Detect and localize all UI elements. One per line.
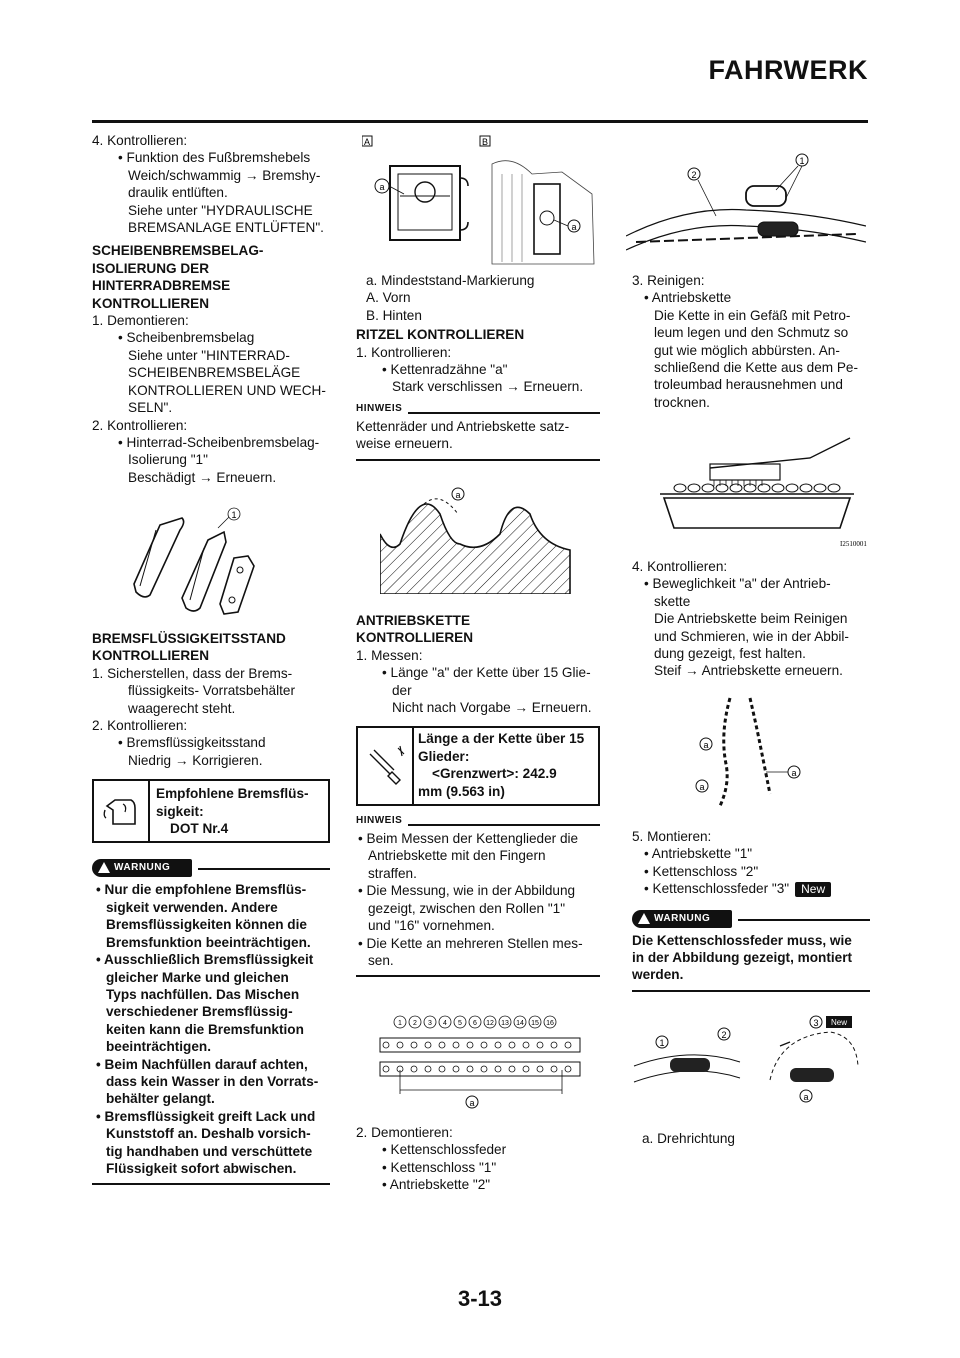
bullet: • Antriebskette "1" [644,846,753,862]
note-label: HINWEIS [356,812,408,829]
bullet: • Kettenschloss "2" [644,863,759,879]
figure-legend: a. Drehrichtung [642,1131,735,1146]
spec-value: mm (9.563 in) [418,783,505,799]
roller-number: 16 [546,1020,554,1027]
roller-number: 12 [486,1020,494,1027]
chain-link [772,484,784,492]
text-line: Die Kette in ein Gefäß mit Petro- [654,307,851,323]
text-line: gut wie möglich abbürsten. An- [654,342,840,358]
column-3-middle [632,558,870,680]
note-text: weise erneuern. [356,436,453,452]
note-text: Kettenräder und Antriebskette satz- [356,418,570,434]
figure-legend: A. Vorn [366,290,411,306]
chain-measurement-figure [372,1010,592,1110]
chain-flex-figure [690,694,810,814]
warning-header [92,857,330,881]
section-heading: ANTRIEBSKETTE [356,613,471,628]
section-heading: RITZEL KONTROLLIEREN [356,327,525,343]
sprocket-tooth-figure [380,484,580,594]
chain-roller [537,1042,543,1048]
note-box [356,815,600,977]
text-line: SELN". [128,400,173,416]
text-line: leum legen und den Schmutz so [654,325,849,341]
chain-roller [495,1042,501,1048]
text-line: Siehe unter "HYDRAULISCHE [128,202,313,218]
page-number: 3-13 [457,1286,503,1311]
bullet: • Kettenschlossfeder [382,1142,507,1158]
text-line: behälter gelangt. [106,1091,215,1107]
warning-label: WARNUNG [654,912,711,924]
chain-link [702,484,714,492]
text-line: Kunststoff an. Deshalb vorsich- [106,1126,311,1142]
figure-callout: a [469,1098,475,1108]
text-line: dung gezeigt, fest halten. [654,646,806,662]
new-badge: New [795,882,831,897]
text-line: Flüssigkeit sofort abwischen. [106,1160,297,1176]
chain-roller [495,1066,501,1072]
figure-callout: a [455,490,461,500]
bullet: • Kettenschloss "1" [382,1159,497,1175]
figure-callout: a [703,740,709,750]
bullet: • Kettenschlossfeder "3" [644,881,790,897]
bullet: • Scheibenbremsbelag [118,330,255,346]
chain-link [758,484,770,492]
roller-number: 14 [516,1020,524,1027]
column-2-chain [356,612,600,977]
text-line: sigkeit verwenden. Andere [106,899,278,915]
warning-header [632,908,870,932]
chain-roller [481,1042,487,1048]
header-rule [92,120,868,123]
column-1 [92,132,330,486]
warning-icon [98,862,110,873]
note-text: sen. [368,952,394,968]
section-heading: ISOLIERUNG DER [92,260,210,276]
figure-callout: 3 [813,1018,819,1028]
column-3 [632,272,870,411]
bullet: • Hinterrad-Scheibenbremsbelag- [118,434,320,450]
chain-roller [551,1066,557,1072]
text-line: Bremsfunktion beeinträchtigen. [106,934,311,950]
note-bullet: • Die Messung, wie in der Abbildung [358,883,576,899]
note-box [356,402,600,461]
text-line: skette [654,593,691,609]
figure-callout: a [571,222,577,232]
chain-link [786,484,798,492]
chain-roller [453,1066,459,1072]
spec-value: DOT Nr.4 [170,821,229,837]
chain-roller [383,1042,389,1048]
chain-link [814,484,826,492]
step-text: 2. Demontieren: [356,1125,453,1140]
text-line: Beschädigt → Erneuern. [128,469,277,485]
text-line: der [392,682,412,698]
chain-roller [439,1042,445,1048]
chain-roller [565,1042,571,1048]
figure-callout: 1 [659,1038,665,1048]
warning-bullet: • Nur die empfohlene Bremsflüs- [96,882,307,898]
step-text: 2. Kontrollieren: [92,417,188,433]
figure-callout: 1 [231,510,237,520]
column-3-legend [642,1130,862,1147]
chain-roller [551,1042,557,1048]
step-text: 2. Kontrollieren: [92,718,188,734]
roller-number: 15 [531,1020,539,1027]
spec-text: Länge a der Kette über 15 [418,731,585,747]
bullet: • Antriebskette "2" [382,1177,491,1193]
figure-callout: a [803,1092,809,1102]
spec-text: Glieder: [418,748,470,764]
chain-roller [411,1066,417,1072]
spec-box-chain-length [356,726,600,806]
text-line: keiten kann die Bremsfunktion [106,1021,304,1037]
bullet: • Antriebskette [644,290,732,306]
figure-callout: a [791,768,797,778]
section-heading: BREMSFLÜSSIGKEITSSTAND [92,631,286,646]
note-text: straffen. [368,865,417,881]
figure-callout: 1 [799,156,805,166]
chain-cleaning-figure [650,428,872,554]
warning-text: in der Abbildung gezeigt, montiert [632,950,853,966]
figure-label-B: B [481,137,489,147]
figure-legend: a. Mindeststand-Markierung [366,273,535,288]
section-heading: KONTROLLIEREN [356,630,474,646]
text-line: Weich/schwammig → Bremshy- [128,167,321,183]
text-line: Siehe unter "HINTERRAD- [128,347,290,363]
column-1-lower [92,630,330,1185]
text-line: Die Antriebskette beim Reinigen [654,611,848,627]
chain-roller [383,1066,389,1072]
text-line: BREMSANLAGE ENTLÜFTEN". [128,220,324,236]
warning-text: werden. [632,967,684,983]
caliper-icon [358,728,414,804]
chain-roller [565,1066,571,1072]
note-text: gezeigt, zwischen den Rollen "1" [368,900,566,916]
text-line: Nicht nach Vorgabe → Erneuern. [392,700,592,716]
chain-roller [537,1066,543,1072]
text-line: KONTROLLIEREN UND WECH- [128,382,326,398]
section-heading: KONTROLLIEREN [92,648,210,664]
spec-text: Empfohlene Bremsflüs- [156,786,309,802]
note-bullet: • Die Kette an mehreren Stellen mes- [358,935,583,951]
roller-number: 5 [458,1020,462,1027]
text-line: draulik entlüften. [128,185,228,201]
bullet: • Beweglichkeit "a" der Antrieb- [644,576,831,592]
figure-label-A: A [363,137,371,147]
warning-body [92,881,330,1185]
text-line: und Schmieren, wie in der Abbil- [654,628,849,644]
section-heading: HINTERRADBREMSE [92,278,231,294]
new-badge: New [830,1018,848,1027]
chain-roller [523,1042,529,1048]
roller-number: 6 [473,1020,477,1027]
chain-roller [453,1042,459,1048]
roller-number: 3 [428,1020,432,1027]
note-text: und "16" vornehmen. [368,918,495,934]
chain-roller [467,1042,473,1048]
text-line: trocknen. [654,394,710,410]
chain-roller [509,1066,515,1072]
chain-roller [509,1042,515,1048]
text-line: beeinträchtigen. [106,1039,211,1055]
brake-reservoir-figure [362,134,602,270]
text-line: troleumbad herausnehmen und [654,377,843,393]
step-text: 1. Messen: [356,647,423,663]
roller-number: 1 [398,1020,402,1027]
roller-number: 4 [443,1020,447,1027]
step-text: 1. Demontieren: [92,313,189,329]
step-text: 5. Montieren: [632,829,712,844]
bullet: • Länge "a" der Kette über 15 Glie- [382,665,591,681]
chain-roller [397,1042,403,1048]
warning-badge [632,910,732,928]
chain-link [800,484,812,492]
note-bullet: • Beim Messen der Kettenglieder die [358,831,579,847]
figure-legend: B. Hinten [366,307,422,323]
step-text: 3. Reinigen: [632,273,705,288]
warning-bullet: • Bremsflüssigkeit greift Lack und [96,1108,316,1124]
step-text: 4. Kontrollieren: [92,133,188,148]
roller-number: 2 [413,1020,417,1027]
bullet: • Funktion des Fußbremshebels [118,150,311,166]
column-3-install [632,828,870,992]
chain-removal-figure [626,146,866,268]
chain-roller [439,1066,445,1072]
bullet: • Bremsflüssigkeitsstand [118,735,266,751]
column-2-bottom [356,1124,600,1194]
section-heading: KONTROLLIEREN [92,295,210,311]
text-line: verschiedener Bremsflüssig- [106,1004,293,1020]
figure-code: I2510001 [840,540,867,548]
fluid-can-icon [94,781,150,841]
chain-link [674,484,686,492]
chain-roller [523,1066,529,1072]
note-label: HINWEIS [356,400,408,417]
chain-link [688,484,700,492]
figure-callout: 2 [691,170,697,180]
note-text: Antriebskette mit den Fingern [368,848,546,864]
chain-roller [425,1042,431,1048]
page-title: FAHRWERK [708,55,868,85]
step-text: 1. Kontrollieren: [356,344,452,360]
step-text: 4. Kontrollieren: [632,559,728,574]
chain-roller [481,1066,487,1072]
figure-callout: a [699,782,705,792]
text-line: schließend die Kette aus dem Pe- [654,360,859,376]
section-heading: SCHEIBENBREMSBELAG- [92,243,264,259]
text-line: Niedrig → Korrigieren. [128,752,263,768]
text-line: Typs nachfüllen. Das Mischen [106,986,300,1002]
text-line: Isolierung "1" [128,452,208,468]
chain-link [828,484,840,492]
warning-bullet: • Ausschließlich Bremsflüssigkeit [96,952,314,968]
warning-bullet: • Beim Nachfüllen darauf achten, [96,1056,308,1072]
text-line: Steif → Antriebskette erneuern. [654,663,843,679]
text-line: Stark verschlissen → Erneuern. [392,379,584,395]
bullet: • Kettenradzähne "a" [382,362,508,378]
figure-callout: 2 [721,1030,727,1040]
text-line: waagerecht steht. [128,700,236,716]
spec-value: <Grenzwert>: 242.9 [432,766,557,782]
warning-icon [638,913,650,924]
column-2 [356,272,600,461]
step-text: 1. Sicherstellen, dass der Brems- [92,665,293,681]
text-line: dass kein Wasser in den Vorrats- [106,1073,319,1089]
spec-box-brake-fluid [92,779,330,843]
text-line: tig handhaben und verschüttete [106,1143,313,1159]
roller-number: 13 [501,1020,509,1027]
chain-clip-figure [630,1006,860,1106]
figure-callout: a [379,182,385,192]
warning-body [632,932,870,992]
text-line: SCHEIBENBREMSBELÄGE [128,365,301,381]
chain-roller [425,1066,431,1072]
warning-label: WARNUNG [114,862,171,874]
spec-text: sigkeit: [156,803,204,819]
chain-roller [411,1042,417,1048]
chain-roller [467,1066,473,1072]
brake-pad-figure [120,500,270,620]
warning-badge [92,859,192,877]
text-line: Bremsflüssigkeiten können die [106,917,307,933]
text-line: flüssigkeits- Vorratsbehälter [128,683,295,699]
text-line: gleicher Marke und gleichen [106,969,289,985]
warning-text: Die Kettenschlossfeder muss, wie [632,932,852,948]
